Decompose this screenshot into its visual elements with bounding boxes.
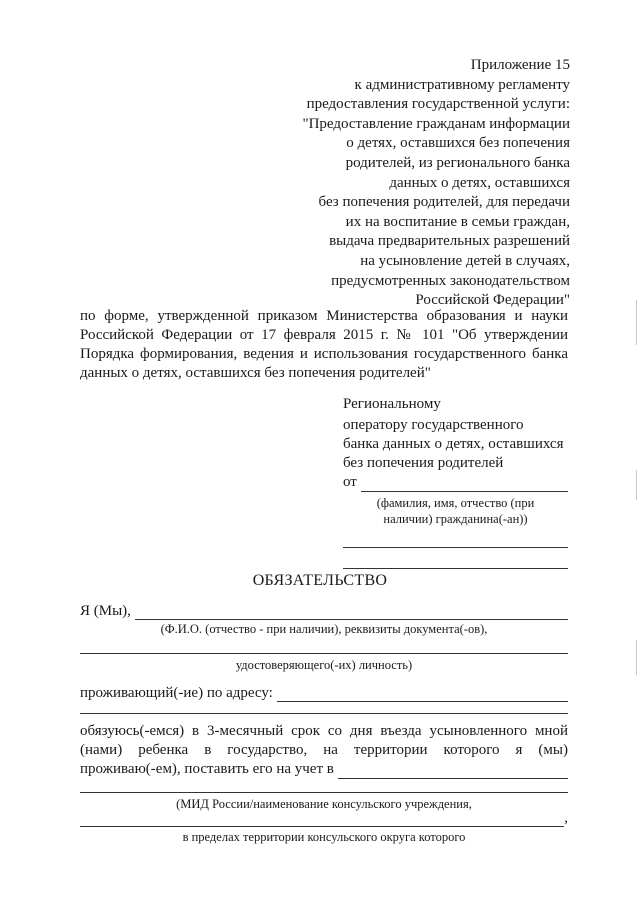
- scan-edge-mark: [636, 300, 637, 345]
- identity-block: [80, 652, 568, 673]
- address-field[interactable]: [277, 687, 568, 702]
- note-line: (фамилия, имя, отчество (при: [376, 496, 535, 510]
- district-caption: в пределах территории консульского округа которого: [182, 830, 466, 844]
- we-label: Я (Мы),: [80, 603, 131, 619]
- scan-edge-mark: [636, 470, 637, 500]
- appendix-line: родителей, из регионального банка: [345, 154, 570, 171]
- applicant-note: [343, 495, 568, 527]
- recipient-line: оператору государственного: [343, 417, 524, 433]
- trailing-comma: ,: [564, 810, 568, 826]
- recipient-block: [343, 395, 568, 569]
- paragraph-line: Российской Федерации от 17 февраля 2015 г. № 101 "Об утверждении: [80, 327, 568, 343]
- note-line: наличии) гражданина(-ан)): [383, 512, 528, 526]
- appendix-line: на усыновление детей в случаях,: [360, 252, 570, 269]
- commit-line: (нами) ребенка в государство, на территории которого я (мы): [80, 742, 568, 758]
- from-label: от: [343, 474, 357, 490]
- paragraph-line: Порядка формирования, ведения и использования государственного банка: [80, 346, 568, 362]
- registration-label: проживаю(-ем), поставить его на учет в: [80, 761, 334, 777]
- appendix-line: данных о детях, оставшихся: [389, 174, 570, 191]
- from-row: [343, 473, 568, 492]
- address-extra-block: [80, 712, 568, 714]
- address-block: [80, 685, 568, 702]
- commitment-paragraph: [80, 722, 568, 779]
- district-block: [80, 810, 568, 845]
- document-title: ОБЯЗАТЕЛЬСТВО: [252, 572, 388, 589]
- applicant-extra-line-1[interactable]: [343, 527, 568, 548]
- address-extra-field[interactable]: [80, 712, 568, 714]
- appendix-line: "Предоставление гражданам информации: [302, 115, 570, 132]
- mid-block: [80, 791, 568, 812]
- mid-field[interactable]: [80, 791, 568, 793]
- paragraph-line: данных о детях, оставшихся без попечения родителей": [80, 365, 431, 381]
- fio-caption: (Ф.И.О. (отчество - при наличии), реквизиты документа(-ов),: [160, 622, 488, 636]
- recipient-line: без попечения родителей: [343, 455, 504, 471]
- recipient-line: Региональному: [343, 396, 441, 412]
- appendix-line: Приложение 15: [470, 57, 570, 73]
- commit-line: обязуюсь(-емся) в 3-месячный срок со дня въезда усыновленного мной: [80, 723, 568, 739]
- appendix-line: предусмотренных законодательством: [331, 272, 570, 289]
- appendix-header: [270, 56, 570, 311]
- identity-document-field[interactable]: [80, 652, 568, 654]
- district-field[interactable]: [80, 812, 564, 827]
- registration-row: [80, 760, 568, 779]
- appendix-line: их на воспитание в семьи граждан,: [345, 213, 570, 230]
- appendix-line: выдача предварительных разрешений: [329, 233, 570, 250]
- fio-field[interactable]: [135, 605, 568, 620]
- appendix-line: о детях, оставшихся без попечения: [346, 135, 570, 152]
- recipient-line: банка данных о детях, оставшихся: [343, 436, 564, 452]
- approved-by-order-paragraph: [80, 307, 568, 383]
- we-row: [80, 603, 568, 620]
- appendix-line: без попечения родителей, для передачи: [318, 194, 570, 211]
- applicant-name-field[interactable]: [361, 477, 568, 492]
- mid-caption: (МИД России/наименование консульского учреждения,: [176, 797, 472, 811]
- appendix-line: предоставления государственной услуги:: [306, 96, 570, 113]
- applicant-extra-line-2[interactable]: [343, 548, 568, 569]
- paragraph-line: по форме, утвержденной приказом Министерства образования и науки: [80, 308, 568, 324]
- appendix-line: Российской Федерации": [415, 292, 570, 309]
- appendix-line: к административному регламенту: [354, 76, 570, 93]
- identity-caption: удостоверяющего(-их) личность): [235, 658, 413, 672]
- registration-field[interactable]: [338, 764, 568, 779]
- district-row: [80, 810, 568, 827]
- address-row: [80, 685, 568, 702]
- address-label: проживающий(-ие) по адресу:: [80, 685, 273, 701]
- scan-edge-mark: [636, 640, 637, 675]
- we-row-block: [80, 603, 568, 637]
